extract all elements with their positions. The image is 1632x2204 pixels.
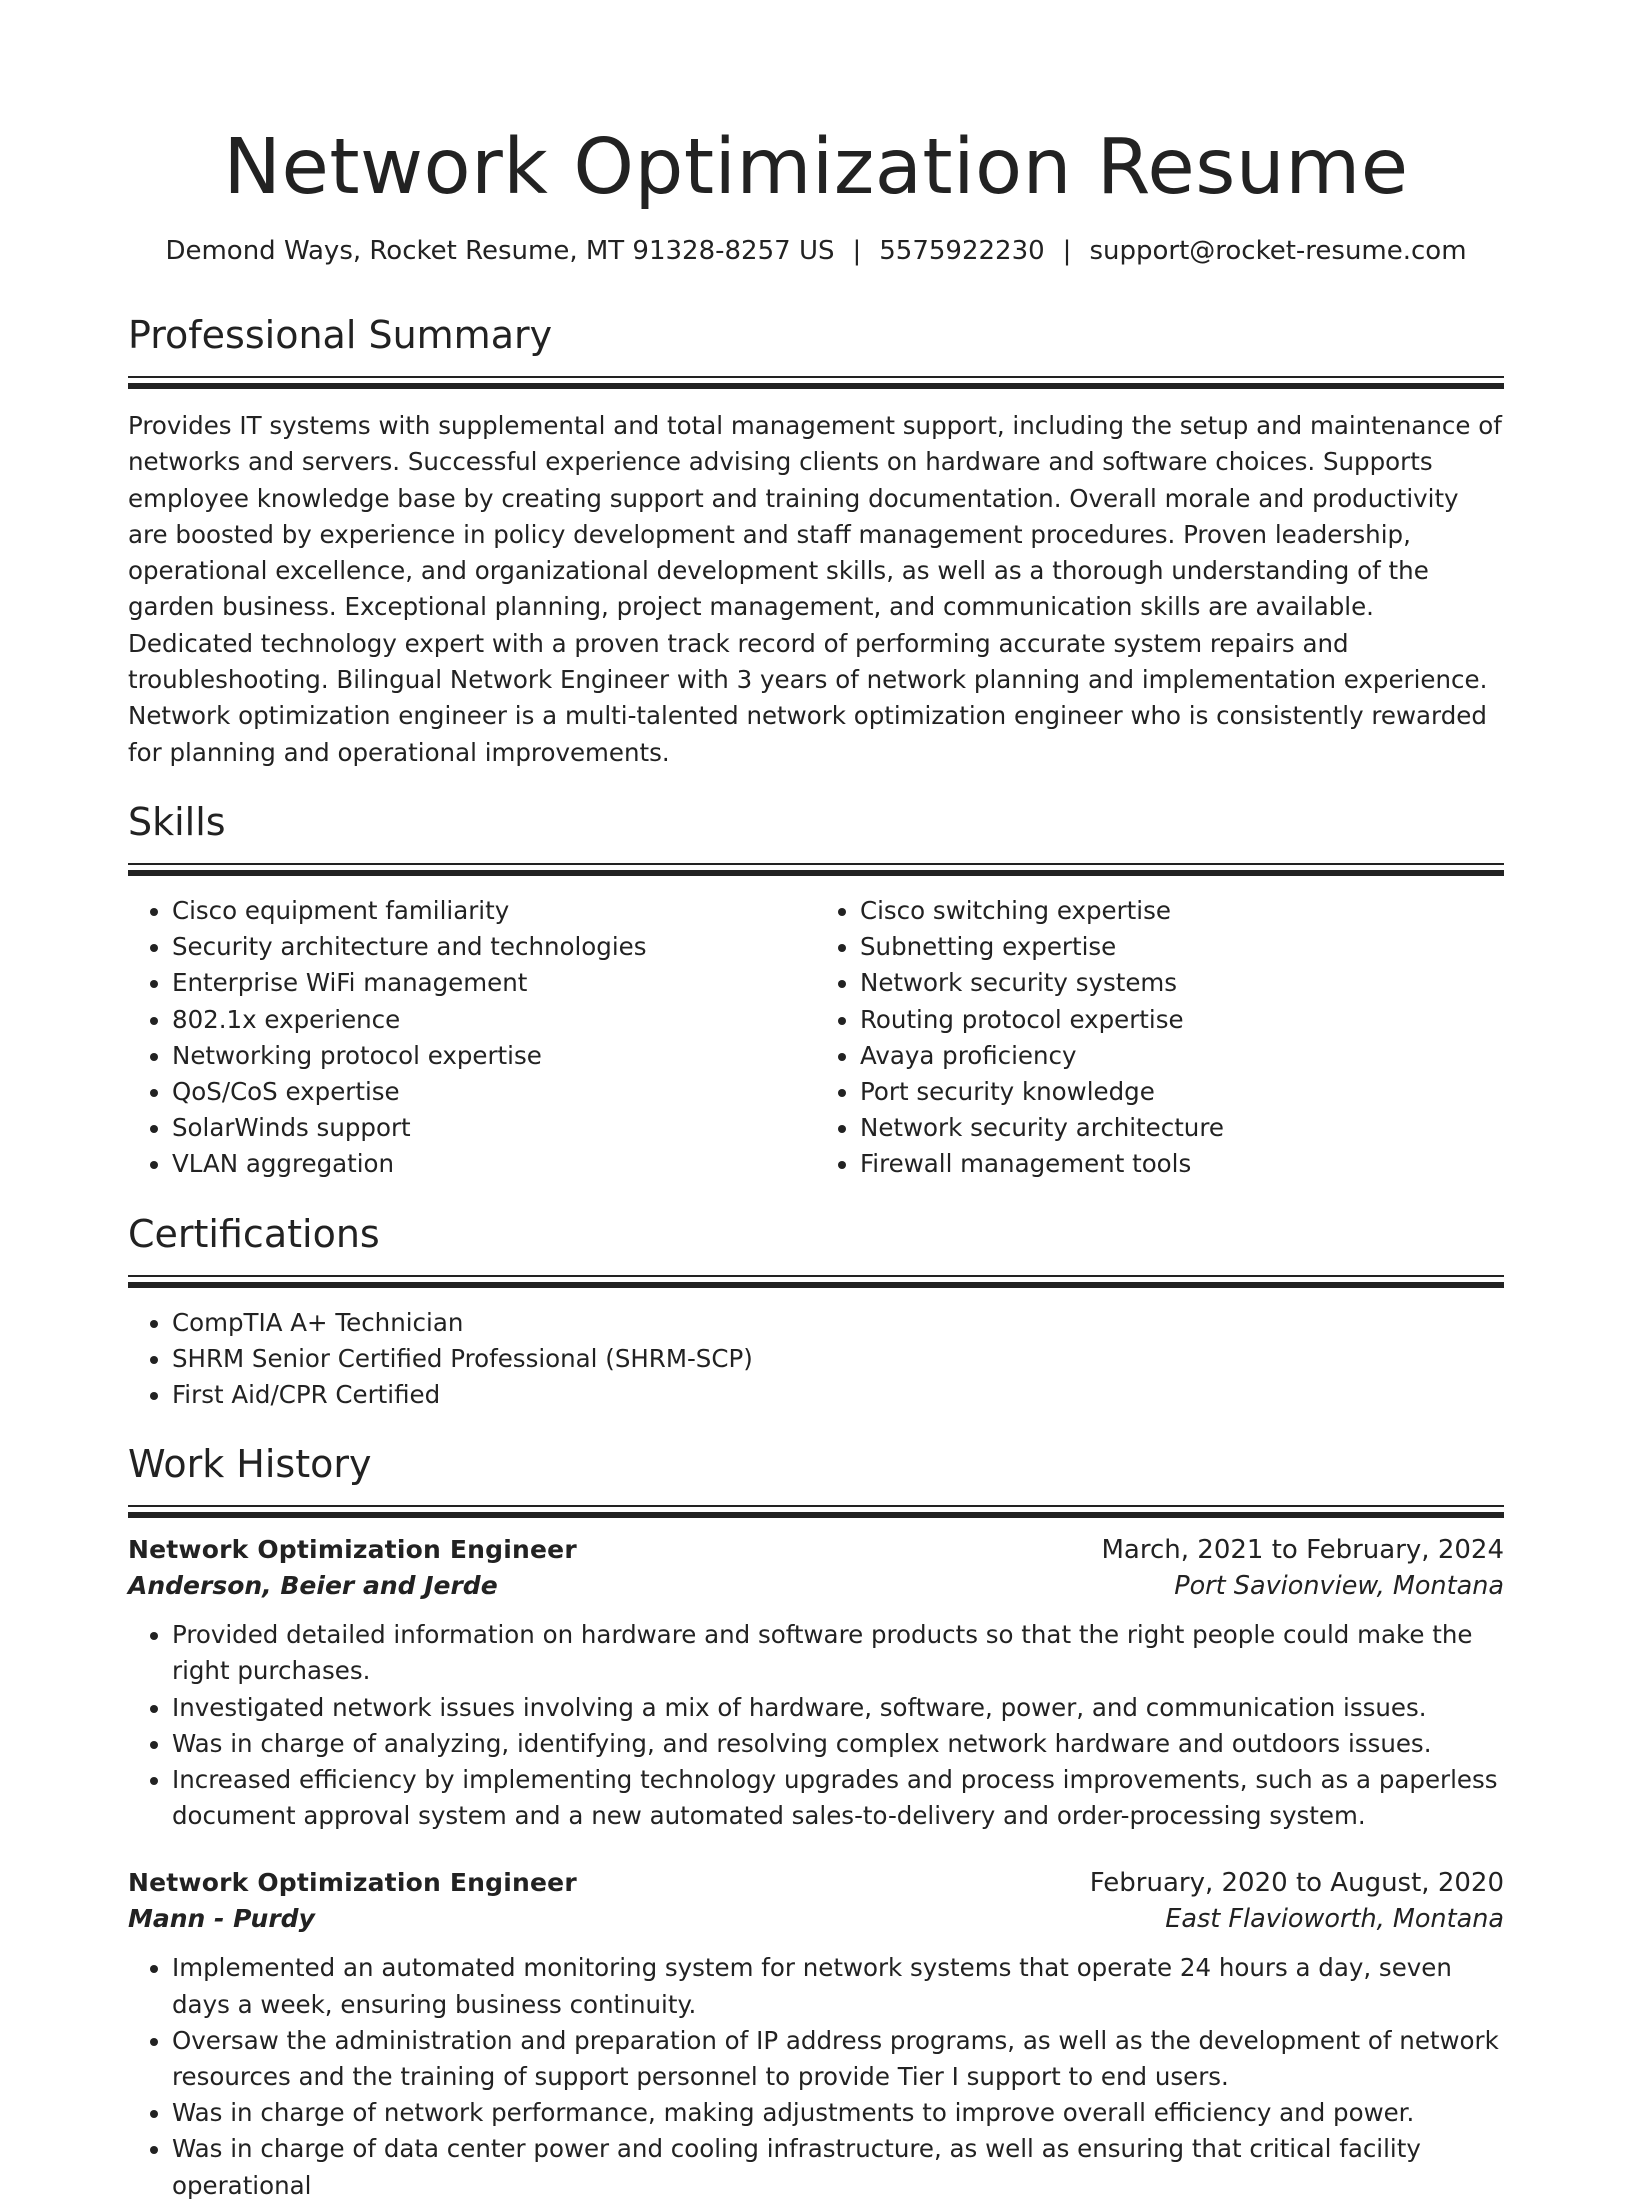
job-dates: February, 2020 to August, 2020: [1089, 1868, 1504, 1899]
section-divider: [128, 376, 1504, 388]
skill-item: • Subnetting expertise: [860, 929, 1504, 965]
work-history-section: [128, 1441, 1504, 2204]
skill-item: • SolarWinds support: [172, 1110, 816, 1146]
skills-list-right: [816, 893, 1504, 1183]
certification-item: • First Aid/CPR Certified: [172, 1377, 1504, 1413]
contact-separator: |: [1062, 236, 1072, 266]
job-bullets: [128, 1617, 1504, 1834]
job-entry: [128, 1868, 1504, 2203]
skills-list-left: [128, 893, 816, 1183]
skill-item: • Enterprise WiFi management: [172, 965, 816, 1001]
contact-address: Demond Ways, Rocket Resume, MT 91328-8257 US: [165, 236, 835, 266]
job-location: Port Savionview, Montana: [1174, 1571, 1504, 1602]
certifications-section: [128, 1211, 1504, 1414]
job-employer: Anderson, Beier and Jerde: [128, 1571, 498, 1601]
resume-title: Network Optimization Resume: [223, 123, 1409, 212]
section-divider: [128, 1275, 1504, 1287]
skill-item: • VLAN aggregation: [172, 1146, 816, 1182]
skill-item: • Security architecture and technologies: [172, 929, 816, 965]
certifications-list: [128, 1305, 1504, 1414]
job-bullets: [128, 1950, 1504, 2203]
skill-item: • Routing protocol expertise: [860, 1002, 1504, 1038]
job-bullet: • Was in charge of analyzing, identifying, and resolving complex network hardware and outdoors issues.: [172, 1726, 1504, 1762]
skill-item: • Network security systems: [860, 965, 1504, 1001]
skill-item: • Firewall management tools: [860, 1146, 1504, 1182]
job-employer-row: [128, 1904, 1504, 1934]
resume-page: [128, 0, 1504, 2204]
skill-item: • Network security architecture: [860, 1110, 1504, 1146]
job-header-row: [128, 1535, 1504, 1565]
skill-item: • Port security knowledge: [860, 1074, 1504, 1110]
skills-section: [128, 799, 1504, 1183]
job-bullet: • Was in charge of network performance, making adjustments to improve overall efficiency and power.: [172, 2095, 1504, 2131]
job-bullet: • Oversaw the administration and preparation of IP address programs, as well as the development of network resources and the training of support personnel to provide Tier I support to end users.: [172, 2023, 1504, 2095]
summary-section: [128, 312, 1504, 771]
job-title: Network Optimization Engineer: [128, 1535, 577, 1565]
job-employer-row: [128, 1571, 1504, 1601]
skill-item: • Cisco switching expertise: [860, 893, 1504, 929]
skill-item: • Avaya proficiency: [860, 1038, 1504, 1074]
contact-line: [128, 234, 1504, 268]
contact-email[interactable]: support@rocket-resume.com: [1089, 236, 1467, 266]
skill-item: • Networking protocol expertise: [172, 1038, 816, 1074]
certification-item: • CompTIA A+ Technician: [172, 1305, 1504, 1341]
job-header-row: [128, 1868, 1504, 1898]
job-bullet: • Implemented an automated monitoring system for network systems that operate 24 hours a day, seven days a week, ensuring business continuity.: [172, 1950, 1504, 2022]
job-bullet: • Investigated network issues involving a mix of hardware, software, power, and communication issues.: [172, 1690, 1504, 1726]
skill-item: • Cisco equipment familiarity: [172, 893, 816, 929]
certifications-heading: Certifications: [128, 1211, 380, 1256]
work-history-heading: Work History: [128, 1442, 372, 1487]
contact-separator: |: [852, 236, 862, 266]
job-dates: March, 2021 to February, 2024: [1101, 1535, 1504, 1566]
job-bullet: • Was in charge of data center power and cooling infrastructure, as well as ensuring that critical facility operational: [172, 2131, 1504, 2203]
contact-phone: 5575922230: [879, 236, 1045, 266]
skill-item: • QoS/CoS expertise: [172, 1074, 816, 1110]
job-location: East Flavioworth, Montana: [1165, 1904, 1504, 1935]
job-bullet: • Increased efficiency by implementing technology upgrades and process improvements, such as a paperless document approval system and a new automated sales-to-delivery and order-processing system.: [172, 1762, 1504, 1834]
job-bullet: • Provided detailed information on hardware and software products so that the right people could make the right purchases.: [172, 1617, 1504, 1689]
skills-grid: [128, 893, 1504, 1183]
section-divider: [128, 1505, 1504, 1517]
skill-item: • 802.1x experience: [172, 1002, 816, 1038]
summary-text: Provides IT systems with supplemental and total management support, including the setup and maintenance of networks and servers. Successful experience advising clients on hardware and software choices. Supports employee knowledge base by creating support and training documentation. Overall morale and productivity are boosted by experience in policy development and staff management procedures. Proven leadership, operational excellence, and organizational development skills, as well as a thorough understanding of the garden business. Exceptional planning, project management, and communication skills are available. Dedicated technology expert with a proven track record of performing accurate system repairs and troubleshooting. Bilingual Network Engineer with 3 years of network planning and implementation experience. Network optimization engineer is a multi-talented network optimization engineer who is consistently rewarded for planning and operational improvements.: [128, 411, 1502, 767]
job-title: Network Optimization Engineer: [128, 1868, 577, 1898]
certification-item: • SHRM Senior Certified Professional (SHRM-SCP): [172, 1341, 1504, 1377]
section-divider: [128, 863, 1504, 875]
summary-heading: Professional Summary: [128, 313, 553, 357]
skills-heading: Skills: [128, 799, 226, 844]
job-employer: Mann - Purdy: [128, 1904, 315, 1934]
job-entry: [128, 1535, 1504, 1834]
